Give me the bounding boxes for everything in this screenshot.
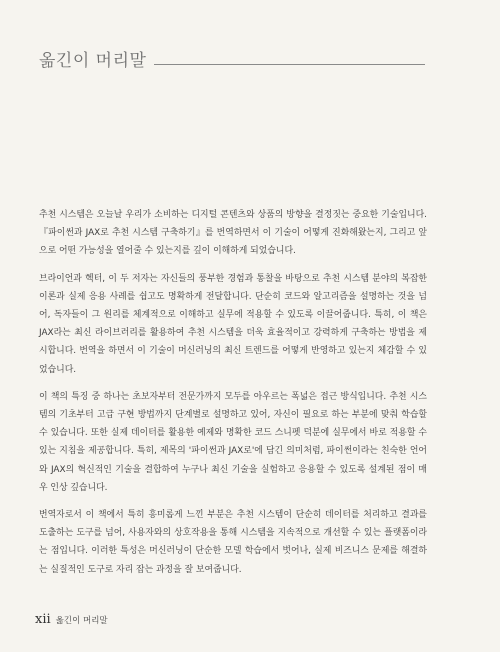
page-number: xii: [35, 612, 51, 627]
body-text: [39, 206, 427, 588]
paragraph: 번역자로서 이 책에서 특히 흥미롭게 느낀 부분은 추천 시스템이 단순히 데이터를 처리하고 결과를 도출하는 도구를 넘어, 사용자와의 상호작용을 통해 시스템을 지속적으로 개선할 수 있는 플랫폼이라는 점입니다. 이러한 특성은 머신러닝이 단순한 모델 학습에서 벗어나, 실제 비즈니스 문제를 해결하는 실질적인 도구로 자리 잡는 과정을 잘 보여줍니다.: [39, 510, 427, 575]
heading-rule: [154, 64, 425, 65]
paragraph: 추천 시스템은 오늘날 우리가 소비하는 디지털 콘텐츠와 상품의 방향을 결정짓는 중요한 기술입니다. 『파이썬과 JAX로 추천 시스템 구축하기』를 번역하면서 이 기술이 어떻게 진화해왔는지, 그리고 앞으로 어떤 가능성을 열어줄 수 있는지를 깊이 이해하게 되었습니다.: [39, 210, 427, 257]
heading-row: [39, 41, 425, 71]
paragraph: 이 책의 특징 중 하나는 초보자부터 전문가까지 모두를 아우르는 폭넓은 접근 방식입니다. 추천 시스템의 기초부터 고급 구현 방법까지 단계별로 설명하고 있어, 자신이 필요로 하는 부분에 맞춰 학습할 수 있습니다. 또한 실제 데이터를 활용한 예제와 명확한 코드 스니펫 덕분에 실무에서 바로 적용할 수 있는 지침을 제공합니다. 특히, 제목의 '파이썬과 JAX로'에 담긴 의미처럼, 파이썬이라는 친숙한 언어와 JAX의 혁신적인 기술을 결합하여 누구나 최신 기술을 실험하고 응용할 수 있도록 설계된 점이 매우 인상 깊습니다.: [39, 391, 427, 493]
page-title: 옮긴이 머리말: [39, 51, 147, 71]
page-footer: [35, 612, 108, 627]
footer-section-title: 옮긴이 머리말: [55, 616, 108, 626]
paragraph: 브라이언과 헥터, 이 두 저자는 자신들의 풍부한 경험과 통찰을 바탕으로 추천 시스템 분야의 복잡한 이론과 실제 응용 사례를 쉽고도 명확하게 전달합니다. 단순히 코드와 알고리즘을 설명하는 것을 넘어, 독자들이 그 원리를 체계적으로 이해하고 실무에 적용할 수 있도록 이끌어줍니다. 특히, 이 책은 JAX라는 최신 라이브러리를 활용하여 추천 시스템을 더욱 효율적이고 강력하게 구축하는 방법을 제시합니다. 번역을 하면서 이 기술이 머신러닝의 최신 트렌드를 어떻게 반영하고 있는지 체감할 수 있었습니다.: [39, 273, 427, 375]
